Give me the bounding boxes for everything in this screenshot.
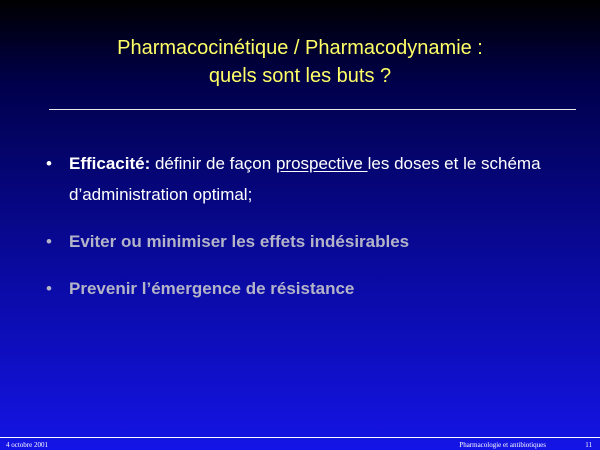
bullet-resistance bbox=[44, 273, 574, 304]
bullet-efficacite bbox=[44, 148, 574, 210]
bullet-marker: • bbox=[46, 232, 52, 251]
bullet-list bbox=[44, 148, 574, 304]
bullet-label: Efficacité: bbox=[69, 154, 151, 173]
footer-page-number: 11 bbox=[585, 441, 592, 449]
slide-title-line-1: Pharmacocinétique / Pharmacodynamie : bbox=[117, 37, 483, 59]
bullet-text: Prevenir l’émergence de résistance bbox=[69, 279, 355, 298]
title-divider bbox=[49, 109, 576, 110]
bullet-text-continued: les doses et le schéma d’administration optimal; bbox=[69, 154, 541, 204]
slide-title-line-2: quels sont les buts ? bbox=[208, 65, 392, 87]
bullet-marker: • bbox=[46, 279, 52, 298]
footer-divider bbox=[0, 437, 600, 438]
bullet-emphasis: prospective bbox=[275, 154, 368, 173]
bullet-effets-indesirables bbox=[44, 226, 574, 257]
footer-date: 4 octobre 2001 bbox=[6, 441, 48, 449]
bullet-text: Eviter ou minimiser les effets indésirables bbox=[69, 232, 410, 251]
bullet-text: définir de façon bbox=[150, 154, 276, 173]
slide-title bbox=[0, 34, 600, 90]
footer-subject: Pharmacologie et antibiotiques bbox=[459, 441, 546, 449]
bullet-marker: • bbox=[46, 154, 52, 173]
